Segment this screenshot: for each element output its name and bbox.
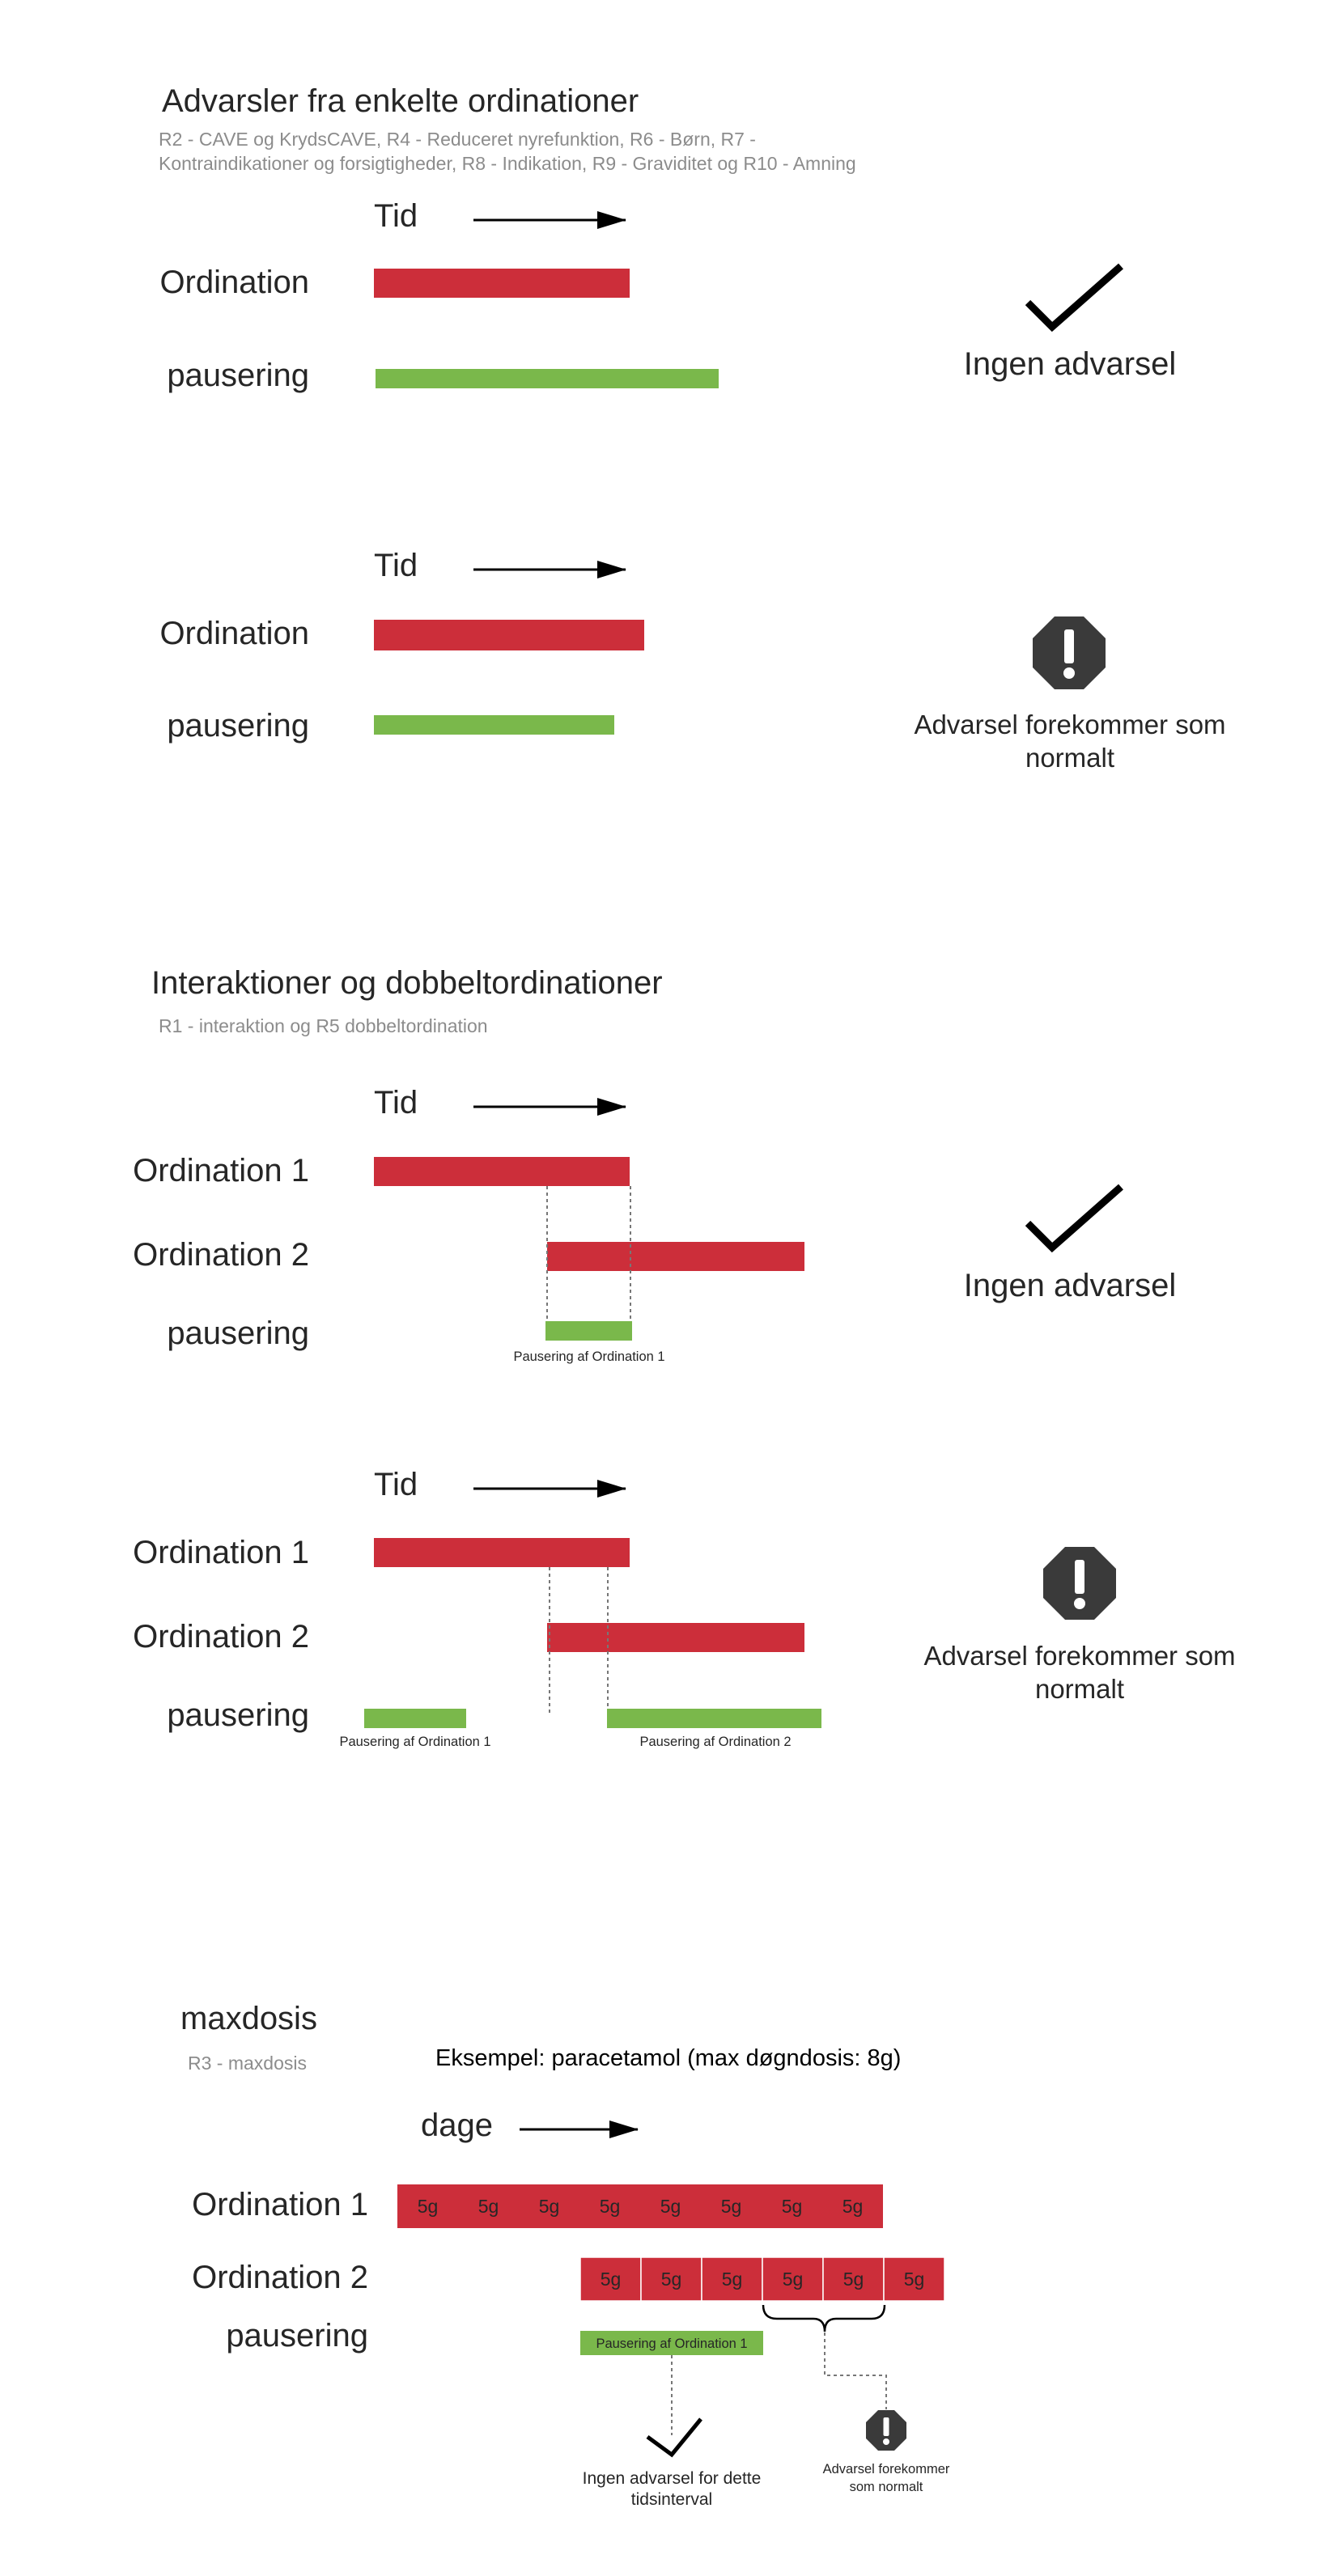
dose-label: 5g <box>538 2196 560 2217</box>
ordination2-label: Ordination 2 <box>192 2260 368 2295</box>
pause-caption: Pausering af Ordination 1 <box>596 2337 748 2351</box>
section2-title: Interaktioner og dobbeltordinationer <box>151 965 663 1001</box>
dose-label: 5g <box>842 2196 864 2217</box>
time-label: Tid <box>374 198 418 234</box>
ordination1-bar <box>374 1157 630 1186</box>
warning-line2: som normalt <box>849 2480 923 2494</box>
warning-octagon-icon <box>1033 616 1106 689</box>
example-text: Eksempel: paracetamol (max døgndosis: 8g) <box>435 2045 902 2071</box>
pause-caption: Pausering af Ordination 1 <box>513 1349 665 1364</box>
pausering-bar <box>545 1321 632 1341</box>
time-label: Tid <box>374 548 418 583</box>
dose-label: 5g <box>600 2269 622 2290</box>
section1-subtitle-line2: Kontraindikationer og forsigtigheder, R8 - Indikation, R9 - Graviditet og R10 - Amning <box>159 153 856 174</box>
section3-title: maxdosis <box>180 2001 317 2036</box>
dose-label: 5g <box>781 2196 803 2217</box>
ordination1-bar <box>374 1538 630 1567</box>
pausering-bar <box>374 715 614 735</box>
ordination2-label: Ordination 2 <box>133 1237 309 1273</box>
time-label: Tid <box>374 1467 418 1502</box>
dose-label: 5g <box>599 2196 621 2217</box>
pausering-label: pausering <box>226 2318 368 2354</box>
dose-label: 5g <box>660 2196 681 2217</box>
ordination-bar <box>374 269 630 298</box>
time-label: dage <box>421 2108 493 2143</box>
ordination-bar <box>374 620 644 650</box>
pausering-label: pausering <box>167 358 309 393</box>
dose-label: 5g <box>782 2269 804 2290</box>
pausering-label: pausering <box>167 1697 309 1733</box>
pausering-label: pausering <box>167 708 309 744</box>
ordination2-bar <box>547 1242 804 1271</box>
ordination-label: Ordination <box>159 616 309 651</box>
ordination1-label: Ordination 1 <box>133 1153 309 1188</box>
section3-subtitle: R3 - maxdosis <box>188 2053 307 2074</box>
dose-label: 5g <box>903 2269 925 2290</box>
ordination-label: Ordination <box>159 265 309 300</box>
dose-label: 5g <box>721 2269 743 2290</box>
ordination2-bar <box>547 1623 804 1652</box>
pause-caption-2: Pausering af Ordination 2 <box>639 1735 792 1749</box>
time-label: Tid <box>374 1085 418 1121</box>
no-warning-line2: tidsinterval <box>630 2490 713 2509</box>
section2-subtitle: R1 - interaktion og R5 dobbeltordination <box>159 1015 488 1036</box>
result-warning-line1: Advarsel forekommer som <box>914 710 1226 739</box>
result-no-warning: Ingen advarsel <box>963 1268 1177 1303</box>
checkmark-icon <box>1028 266 1121 327</box>
pause-caption-1: Pausering af Ordination 1 <box>339 1735 491 1749</box>
ordination1-dose-row <box>397 2184 883 2228</box>
ordination1-label: Ordination 1 <box>133 1535 309 1570</box>
pausering-bar <box>376 369 719 388</box>
warning-octagon-icon <box>866 2410 906 2451</box>
pausering-label: pausering <box>167 1316 309 1351</box>
checkmark-icon <box>1028 1187 1121 1248</box>
ordination2-dose-row <box>580 2257 944 2301</box>
ordination2-label: Ordination 2 <box>133 1619 309 1654</box>
section1-subtitle-line1: R2 - CAVE og KrydsCAVE, R4 - Reduceret nyrefunktion, R6 - Børn, R7 - <box>159 129 756 150</box>
pausering-bar-1 <box>364 1709 466 1728</box>
result-warning-line1: Advarsel forekommer som <box>923 1641 1236 1671</box>
result-warning-line2: normalt <box>1034 1674 1125 1704</box>
dose-label: 5g <box>477 2196 499 2217</box>
pausering-bar-2 <box>607 1709 821 1728</box>
warning-line1: Advarsel forekommer <box>822 2462 950 2476</box>
dose-label: 5g <box>720 2196 742 2217</box>
warning-octagon-icon <box>1043 1547 1116 1620</box>
ordination1-label: Ordination 1 <box>192 2187 368 2222</box>
result-no-warning: Ingen advarsel <box>963 346 1177 382</box>
dose-label: 5g <box>843 2269 864 2290</box>
dose-label: 5g <box>660 2269 682 2290</box>
brace-icon <box>763 2305 885 2332</box>
section1-title: Advarsler fra enkelte ordinationer <box>162 83 639 119</box>
no-warning-line1: Ingen advarsel for dette <box>582 2469 762 2488</box>
connector-line <box>825 2332 886 2409</box>
dose-label: 5g <box>417 2196 439 2217</box>
checkmark-icon <box>647 2419 701 2455</box>
result-warning-line2: normalt <box>1025 743 1115 773</box>
